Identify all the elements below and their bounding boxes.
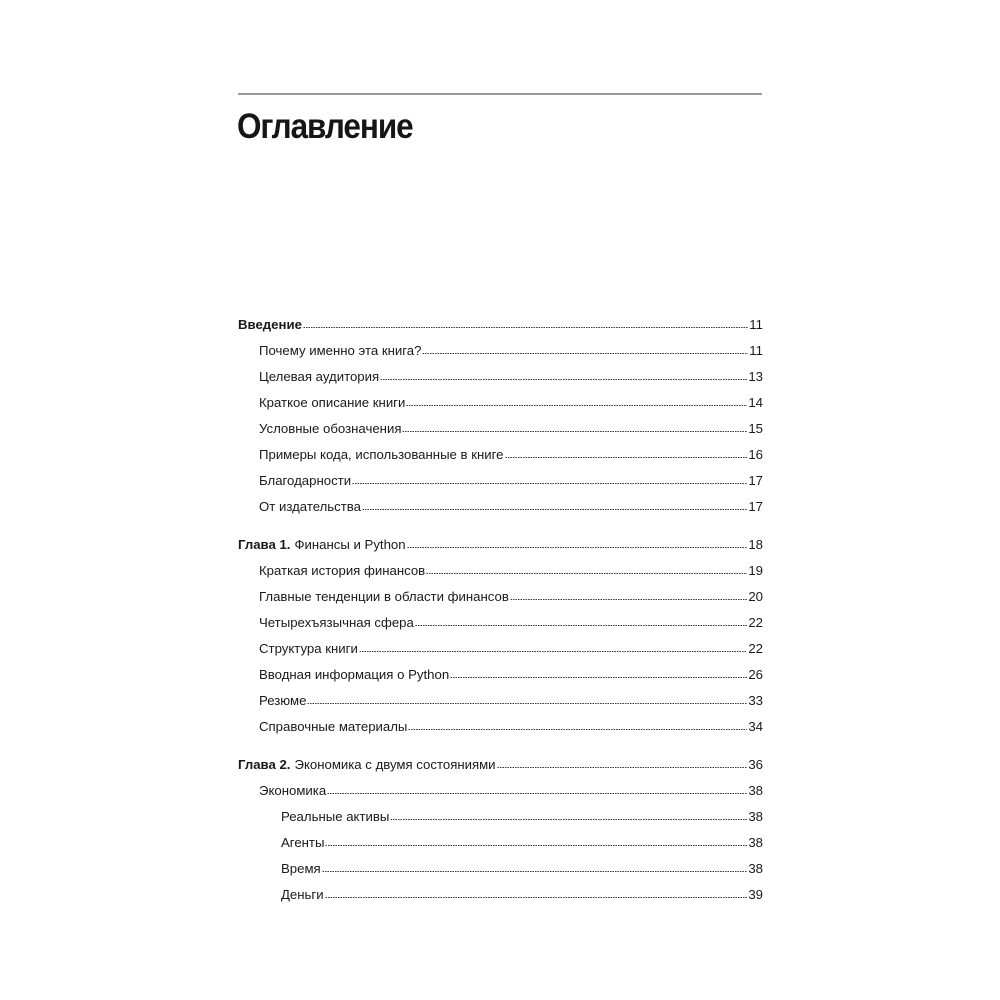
toc-dot-leader [327,793,747,794]
toc-entry-title: Почему именно эта книга? [259,343,422,358]
toc-entry-title: От издательства [259,499,362,514]
toc-entry-7 [238,470,763,496]
toc-entry-title: Экономика [259,783,327,798]
toc-dot-leader [380,379,747,380]
toc-entry-title: Благодарности [259,473,352,488]
toc-entry-title: Краткое описание книги [259,395,406,410]
toc-entry-chapter-number: Глава 1. [238,537,291,552]
toc-entry-title: Резюме [259,693,307,708]
toc-entry-title: Условные обозначения [259,421,402,436]
toc-entry-title: Целевая аудитория [259,369,380,384]
toc-dot-leader [415,625,748,626]
toc-dot-leader [426,573,747,574]
toc-entry-page-number: 34 [748,719,763,734]
toc-dot-leader [352,483,747,484]
toc-entry-6 [238,444,763,470]
toc-entry-page-number: 20 [748,589,763,604]
toc-entry-title: Деньги [281,887,324,902]
toc-dot-leader [362,509,747,510]
toc-dot-leader [408,729,747,730]
toc-entry-21 [238,858,763,884]
toc-entry-11 [238,586,763,612]
toc-dot-leader [359,651,748,652]
toc-entry-title: Структура книги [259,641,358,656]
toc-entry-12 [238,612,763,638]
toc-dot-leader [307,703,747,704]
toc-entry-page-number: 13 [748,369,763,384]
toc-entry-16 [238,716,763,742]
toc-entry-title: Примеры кода, использованные в книге [259,447,504,462]
toc-entry-title: Краткая история финансов [259,563,426,578]
toc-entry-page-number: 38 [748,783,763,798]
toc-entry-3 [238,366,763,392]
page-title: Оглавление [237,107,413,146]
toc-entry-page-number: 17 [748,499,763,514]
toc-entry-title: Четырехъязычная сфера [259,615,414,630]
toc-entry-20 [238,832,763,858]
toc-entry-18 [238,780,763,806]
toc-entry-15 [238,690,763,716]
toc-entry-4 [238,392,763,418]
header-rule [238,93,762,95]
toc-dot-leader [497,767,748,768]
toc-entry-title: Экономика с двумя состояниями [294,757,496,772]
toc-dot-leader [406,405,747,406]
toc-entry-10 [238,560,763,586]
toc-entry-page-number: 22 [748,641,763,656]
toc-entry-title: Реальные активы [281,809,390,824]
toc-dot-leader [407,547,748,548]
toc-entry-page-number: 22 [748,615,763,630]
toc-entry-page-number: 38 [748,809,763,824]
toc-entry-22 [238,884,763,910]
toc-entry-title: Финансы и Python [294,537,406,552]
toc-entry-page-number: 11 [749,343,763,358]
toc-entry-17 [238,754,763,780]
toc-dot-leader [450,677,747,678]
toc-dot-leader [325,897,748,898]
toc-entry-page-number: 17 [748,473,763,488]
toc-entry-page-number: 15 [748,421,763,436]
toc-dot-leader [303,327,748,328]
toc-entry-page-number: 38 [748,861,763,876]
toc-entry-page-number: 36 [748,757,763,772]
toc-entry-page-number: 33 [748,693,763,708]
toc-dot-leader [402,431,747,432]
toc-dot-leader [422,353,748,354]
toc-entry-5 [238,418,763,444]
toc-entry-page-number: 16 [748,447,763,462]
toc-entry-14 [238,664,763,690]
toc-entry-page-number: 38 [748,835,763,850]
toc-entry-19 [238,806,763,832]
toc-dot-leader [390,819,747,820]
toc-dot-leader [322,871,748,872]
toc-entry-8 [238,496,763,522]
toc-entry-chapter-number: Глава 2. [238,757,291,772]
toc-entry-title: Справочные материалы [259,719,408,734]
toc-entry-2 [238,340,763,366]
toc-entry-1 [238,314,763,340]
toc-entry-title: Введение [238,317,302,332]
toc-entry-title: Вводная информация о Python [259,667,450,682]
toc-entry-page-number: 26 [748,667,763,682]
toc-entry-page-number: 14 [748,395,763,410]
toc-entry-page-number: 11 [749,317,763,332]
toc-entry-page-number: 19 [748,563,763,578]
toc-entry-page-number: 18 [748,537,763,552]
toc-entry-9 [238,534,763,560]
toc-entry-title: Агенты [281,835,325,850]
table-of-contents [238,314,763,910]
toc-entry-title: Главные тенденции в области финансов [259,589,509,604]
toc-dot-leader [510,599,748,600]
toc-entry-page-number: 39 [748,887,763,902]
toc-dot-leader [325,845,747,846]
toc-dot-leader [505,457,748,458]
toc-entry-13 [238,638,763,664]
toc-entry-title: Время [281,861,321,876]
